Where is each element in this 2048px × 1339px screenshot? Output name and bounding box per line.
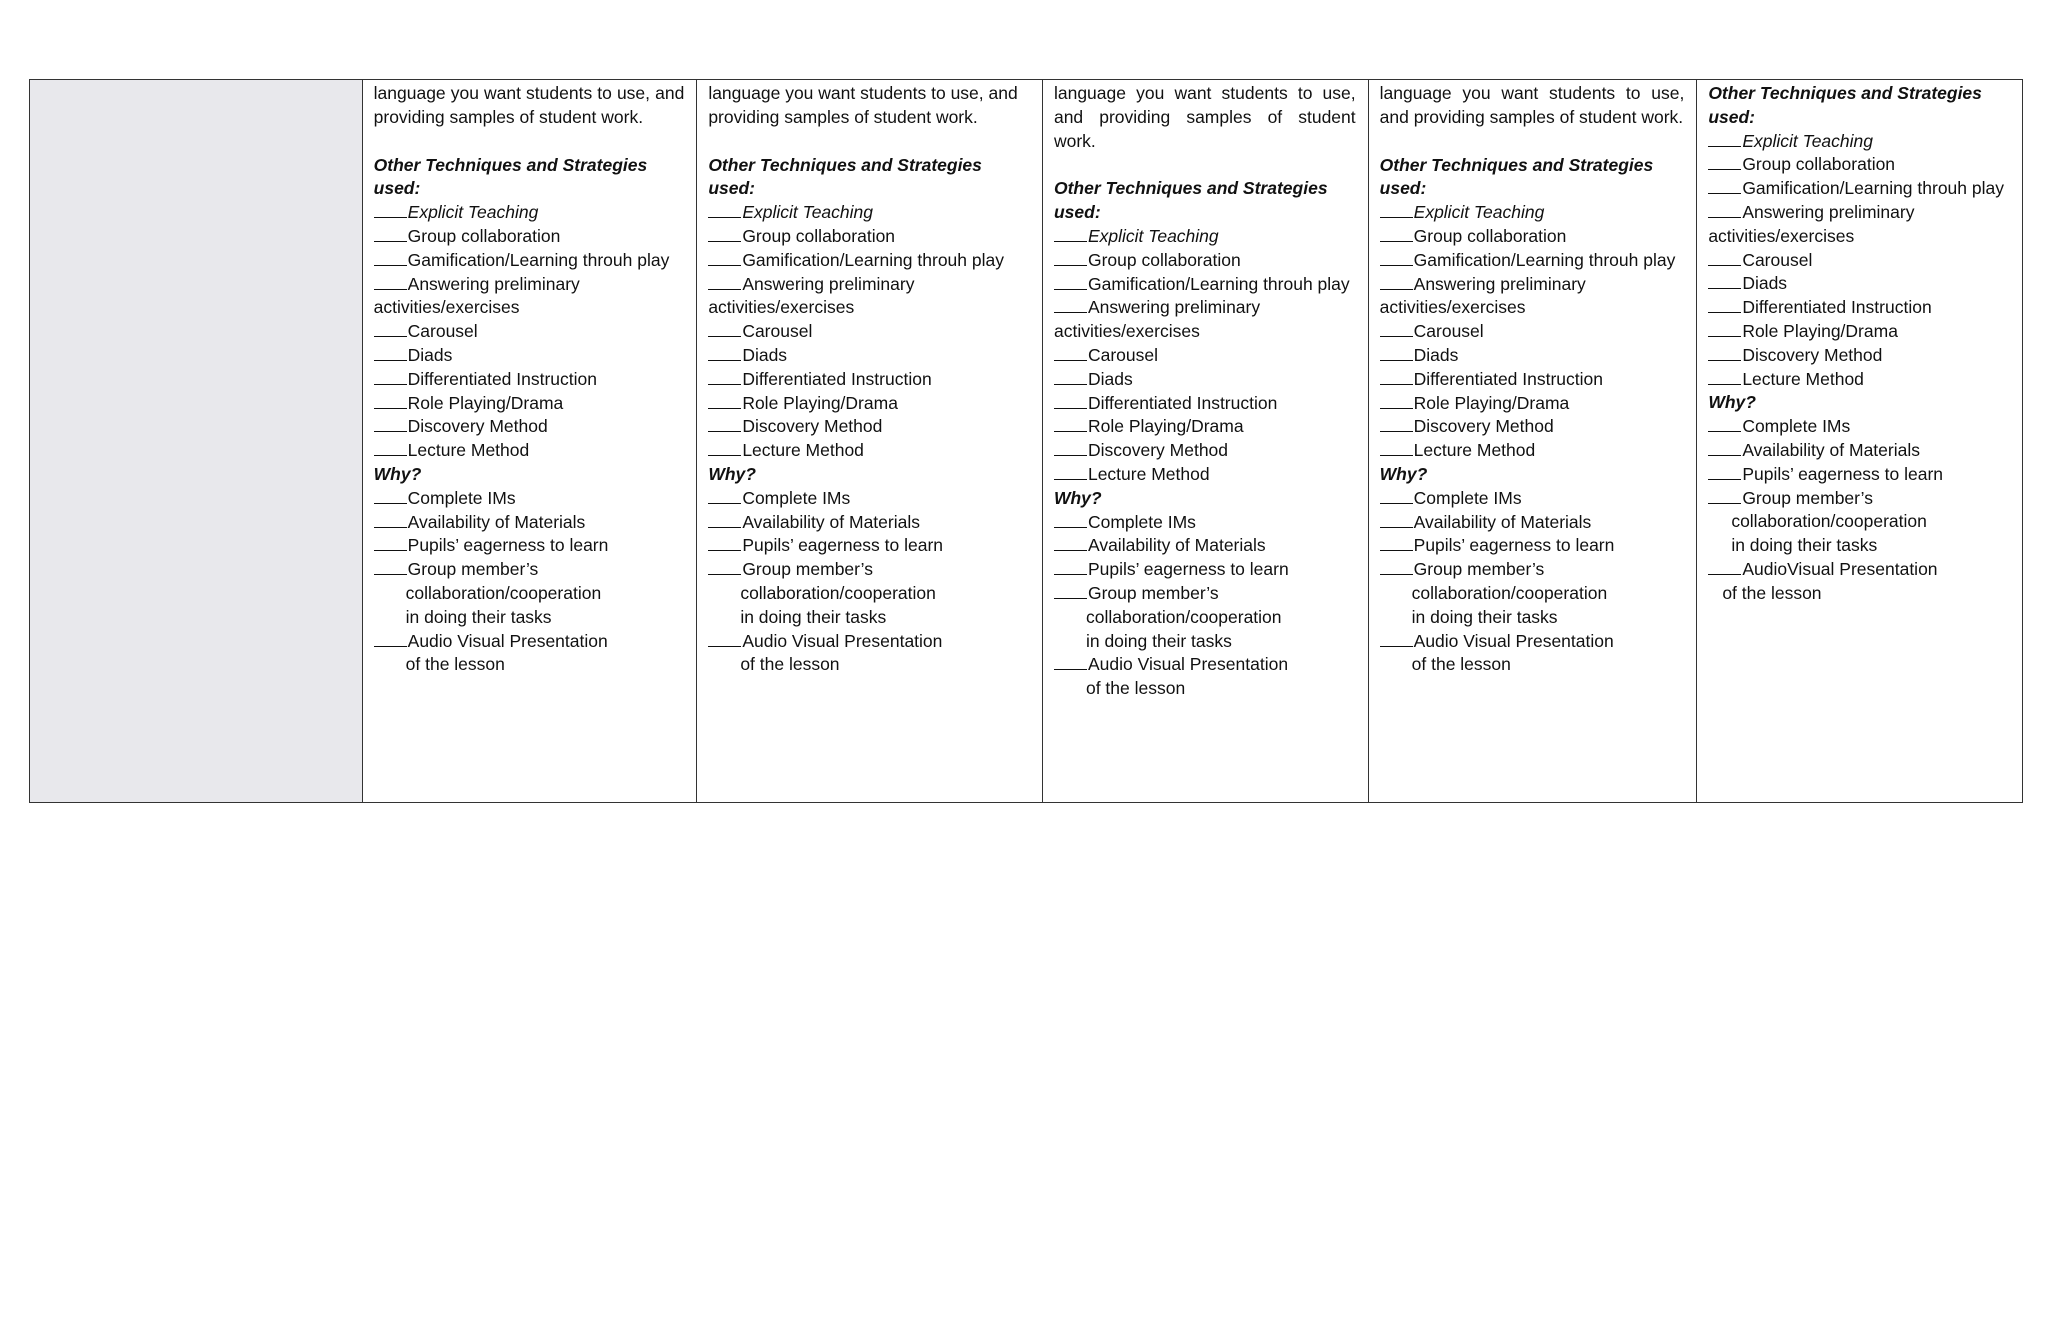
intro-text: language you want students to use, and providing samples of student work. xyxy=(373,83,685,127)
blank-line xyxy=(708,631,741,647)
blank-line xyxy=(1380,416,1413,432)
blank-line xyxy=(1380,226,1413,242)
blank-line xyxy=(1708,440,1741,456)
blank-line xyxy=(1708,488,1741,504)
blank-line xyxy=(1054,297,1087,313)
intro-text: language you want students to use, and providing samples of student work. xyxy=(1379,83,1685,127)
checklist-item: Lecture Method xyxy=(374,439,685,463)
blank-line xyxy=(708,440,741,456)
reason-item: Audio Visual Presentation xyxy=(1380,630,1685,654)
blank-line xyxy=(1708,273,1741,289)
blank-line xyxy=(1380,393,1413,409)
blank-line xyxy=(708,559,741,575)
checklist-item-continuation: activities/exercises xyxy=(1053,321,1200,342)
blank-line xyxy=(708,202,741,218)
blank-line xyxy=(708,512,741,528)
checklist-item: Gamification/Learning throuh play xyxy=(1380,249,1685,273)
checklist-item: Explicit Teaching xyxy=(374,201,685,225)
reason-item: Group member’s xyxy=(374,558,685,582)
blank-line xyxy=(374,321,407,337)
why-heading: Why? xyxy=(1379,463,1428,484)
reason-item: Complete IMs xyxy=(374,487,685,511)
blank-line xyxy=(1054,535,1087,551)
reason-item-continuation: in doing their tasks xyxy=(1411,606,1558,627)
checklist-item: Differentiated Instruction xyxy=(708,368,1030,392)
reason-item-continuation: collaboration/cooperation xyxy=(1085,606,1282,627)
reason-item: Complete IMs xyxy=(708,487,1030,511)
checklist-item: Role Playing/Drama xyxy=(1380,392,1685,416)
checklist-item: Differentiated Instruction xyxy=(1054,392,1356,416)
checklist-item: Diads xyxy=(1380,344,1685,368)
reason-item: Availability of Materials xyxy=(1708,439,2010,463)
blank-line xyxy=(1054,654,1087,670)
checklist-item: Answering preliminary xyxy=(1708,201,2010,225)
blank-line xyxy=(1380,274,1413,290)
blank-line xyxy=(374,202,407,218)
checklist-item: Explicit Teaching xyxy=(708,201,1030,225)
reason-item-continuation: in doing their tasks xyxy=(1731,535,1878,556)
checklist-item: Role Playing/Drama xyxy=(708,392,1030,416)
checklist-item-continuation: activities/exercises xyxy=(1379,297,1526,318)
blank-line xyxy=(1054,583,1087,599)
blank-line xyxy=(374,416,407,432)
checklist-item-continuation: activities/exercises xyxy=(373,297,520,318)
checklist-item: Lecture Method xyxy=(708,439,1030,463)
blank-line xyxy=(708,535,741,551)
blank-line xyxy=(374,631,407,647)
checklist-item: Answering preliminary xyxy=(708,273,1030,297)
blank-line xyxy=(1380,440,1413,456)
blank-line xyxy=(708,393,741,409)
intro-text: language you want students to use, and providing samples of student work. xyxy=(1053,83,1356,151)
blank-line xyxy=(1708,321,1741,337)
blank-line xyxy=(708,274,741,290)
blank-line xyxy=(1054,464,1087,480)
checklist-item: Group collaboration xyxy=(1708,153,2010,177)
checklist-item: Gamification/Learning throuh play xyxy=(1708,177,2010,201)
checklist-item: Answering preliminary xyxy=(374,273,685,297)
reason-item-continuation: of the lesson xyxy=(1085,678,1186,699)
reason-item: Complete IMs xyxy=(1054,511,1356,535)
blank-line xyxy=(1380,535,1413,551)
why-heading: Why? xyxy=(1708,392,1756,413)
checklist-item: Discovery Method xyxy=(1708,344,2010,368)
reason-item-continuation: collaboration/cooperation xyxy=(740,582,936,603)
blank-line xyxy=(374,440,407,456)
blank-line xyxy=(1054,369,1087,385)
checklist-item: Gamification/Learning throuh play xyxy=(1054,273,1356,297)
column-day-1 xyxy=(362,80,697,802)
blank-line xyxy=(1380,202,1413,218)
checklist-item: Group collaboration xyxy=(1380,225,1685,249)
reason-item: Complete IMs xyxy=(1708,415,2010,439)
blank-line xyxy=(1054,440,1087,456)
reason-item: Group member’s xyxy=(1054,582,1356,606)
reason-item-continuation: of the lesson xyxy=(405,654,505,675)
checklist-item-continuation: activities/exercises xyxy=(708,297,855,318)
checklist-item: Lecture Method xyxy=(1380,439,1685,463)
checklist-item: Group collaboration xyxy=(374,225,685,249)
blank-line xyxy=(1708,178,1741,194)
reason-item: Availability of Materials xyxy=(708,511,1030,535)
blank-line xyxy=(708,416,741,432)
blank-line xyxy=(1380,345,1413,361)
blank-line xyxy=(1380,559,1413,575)
checklist-item: Explicit Teaching xyxy=(1054,225,1356,249)
blank-line xyxy=(1054,274,1087,290)
checklist-item: Diads xyxy=(708,344,1030,368)
checklist-item: Carousel xyxy=(708,320,1030,344)
reason-item: Complete IMs xyxy=(1380,487,1685,511)
blank-line xyxy=(1380,512,1413,528)
reason-item: Pupils’ eagerness to learn xyxy=(1708,463,2010,487)
blank-line xyxy=(1708,131,1741,147)
row-label-cell xyxy=(30,80,362,802)
blank-line xyxy=(374,250,407,266)
blank-line xyxy=(374,488,407,504)
reason-item-continuation: in doing their tasks xyxy=(405,606,552,627)
reason-item-continuation: in doing their tasks xyxy=(740,606,887,627)
intro-text: language you want students to use, and providing samples of student work. xyxy=(708,83,1018,127)
blank-line xyxy=(1708,154,1741,170)
blank-line xyxy=(1708,416,1741,432)
blank-line xyxy=(1054,226,1087,242)
blank-line xyxy=(1708,464,1741,480)
blank-line xyxy=(1380,321,1413,337)
checklist-item: Group collaboration xyxy=(1054,249,1356,273)
blank-line xyxy=(1380,488,1413,504)
column-day-5 xyxy=(1696,80,2022,802)
blank-line xyxy=(1708,559,1741,575)
reason-item: Group member’s xyxy=(708,558,1030,582)
blank-line xyxy=(1708,202,1741,218)
checklist-item: Differentiated Instruction xyxy=(1708,296,2010,320)
blank-line xyxy=(1708,369,1741,385)
checklist-item: Explicit Teaching xyxy=(1708,130,2010,154)
checklist-item: Carousel xyxy=(374,320,685,344)
reason-item: AudioVisual Presentation xyxy=(1708,558,2010,582)
blank-line xyxy=(374,345,407,361)
checklist-item: Carousel xyxy=(1054,344,1356,368)
reason-item: Pupils’ eagerness to learn xyxy=(1054,558,1356,582)
blank-line xyxy=(1054,250,1087,266)
techniques-heading: Other Techniques and Strategies used: xyxy=(373,154,648,199)
blank-line xyxy=(708,488,741,504)
techniques-heading: Other Techniques and Strategies used: xyxy=(1379,154,1654,199)
checklist-item: Answering preliminary xyxy=(1380,273,1685,297)
blank-line xyxy=(1380,369,1413,385)
blank-line xyxy=(1054,559,1087,575)
blank-line xyxy=(708,345,741,361)
blank-line xyxy=(708,250,741,266)
reason-item-continuation: of the lesson xyxy=(1411,654,1511,675)
why-heading: Why? xyxy=(708,463,756,484)
reason-item-continuation: in doing their tasks xyxy=(1085,630,1232,651)
checklist-item: Carousel xyxy=(1708,249,2010,273)
checklist-item: Discovery Method xyxy=(708,415,1030,439)
checklist-item: Diads xyxy=(374,344,685,368)
blank-line xyxy=(374,535,407,551)
reason-item: Group member’s xyxy=(1380,558,1685,582)
reason-item: Availability of Materials xyxy=(1054,534,1356,558)
why-heading: Why? xyxy=(373,463,422,484)
checklist-item: Discovery Method xyxy=(1054,439,1356,463)
checklist-item: Answering preliminary xyxy=(1054,296,1356,320)
blank-line xyxy=(374,274,407,290)
blank-line xyxy=(1708,345,1741,361)
blank-line xyxy=(1054,512,1087,528)
checklist-item: Gamification/Learning throuh play xyxy=(708,249,1030,273)
reason-item: Pupils’ eagerness to learn xyxy=(374,534,685,558)
blank-line xyxy=(1708,250,1741,266)
column-day-3 xyxy=(1042,80,1368,802)
reason-item: Audio Visual Presentation xyxy=(1054,653,1356,677)
blank-line xyxy=(708,321,741,337)
blank-line xyxy=(374,393,407,409)
reason-item-continuation: of the lesson xyxy=(1722,582,1822,603)
blank-line xyxy=(1054,393,1087,409)
reason-item-continuation: collaboration/cooperation xyxy=(1731,511,1927,532)
reason-item: Availability of Materials xyxy=(374,511,685,535)
blank-line xyxy=(1054,416,1087,432)
reason-item: Audio Visual Presentation xyxy=(374,630,685,654)
checklist-item: Differentiated Instruction xyxy=(374,368,685,392)
blank-line xyxy=(1054,345,1087,361)
blank-line xyxy=(708,226,741,242)
checklist-item: Diads xyxy=(1708,272,2010,296)
blank-line xyxy=(1708,297,1741,313)
reason-item-continuation: collaboration/cooperation xyxy=(1411,582,1608,603)
column-day-2 xyxy=(696,80,1042,802)
reason-item-continuation: of the lesson xyxy=(740,654,840,675)
reason-item-continuation: collaboration/cooperation xyxy=(405,582,602,603)
lesson-plan-table xyxy=(29,79,2023,803)
blank-line xyxy=(374,559,407,575)
checklist-item: Role Playing/Drama xyxy=(1054,415,1356,439)
checklist-item: Lecture Method xyxy=(1708,368,2010,392)
checklist-item: Differentiated Instruction xyxy=(1380,368,1685,392)
reason-item: Availability of Materials xyxy=(1380,511,1685,535)
column-day-4 xyxy=(1368,80,1697,802)
blank-line xyxy=(1380,250,1413,266)
checklist-item: Explicit Teaching xyxy=(1380,201,1685,225)
why-heading: Why? xyxy=(1053,487,1102,508)
checklist-item: Discovery Method xyxy=(374,415,685,439)
checklist-item: Group collaboration xyxy=(708,225,1030,249)
checklist-item: Carousel xyxy=(1380,320,1685,344)
checklist-item: Gamification/Learning throuh play xyxy=(374,249,685,273)
reason-item: Pupils’ eagerness to learn xyxy=(1380,534,1685,558)
blank-line xyxy=(374,512,407,528)
checklist-item-continuation: activities/exercises xyxy=(1708,225,1855,246)
blank-line xyxy=(374,226,407,242)
blank-line xyxy=(1380,631,1413,647)
reason-item: Group member’s xyxy=(1708,487,2010,511)
techniques-heading: Other Techniques and Strategies used: xyxy=(708,154,982,199)
checklist-item: Role Playing/Drama xyxy=(1708,320,2010,344)
blank-line xyxy=(374,369,407,385)
reason-item: Pupils’ eagerness to learn xyxy=(708,534,1030,558)
checklist-item: Lecture Method xyxy=(1054,463,1356,487)
techniques-heading: Other Techniques and Strategies used: xyxy=(1708,83,1982,127)
checklist-item: Diads xyxy=(1054,368,1356,392)
checklist-item: Role Playing/Drama xyxy=(374,392,685,416)
reason-item: Audio Visual Presentation xyxy=(708,630,1030,654)
techniques-heading: Other Techniques and Strategies used: xyxy=(1053,178,1328,223)
blank-line xyxy=(708,369,741,385)
checklist-item: Discovery Method xyxy=(1380,415,1685,439)
